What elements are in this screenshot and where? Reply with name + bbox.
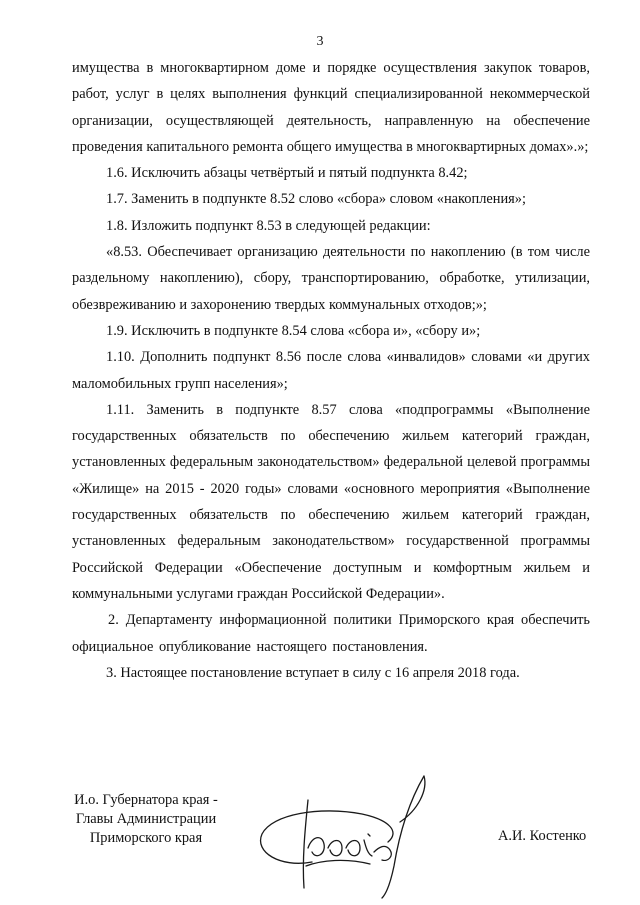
paragraph-item-1-9: 1.9. Исключить в подпункте 8.54 слова «сбора и», «сбору и»;	[106, 322, 481, 339]
paragraph-item-1-7: 1.7. Заменить в подпункте 8.52 слово «сбора» словом «накопления»;	[106, 191, 526, 208]
signatory-title-line: Главы Администрации	[75, 811, 217, 827]
signatory-title-line: Приморского края	[89, 830, 203, 846]
handwritten-signature	[250, 770, 440, 905]
paragraph-item-2: 2. Департаменту информационной политики Приморского края обеспечить официальное опубликование настоящего постановления.	[72, 612, 590, 655]
paragraph-item-1-8: 1.8. Изложить подпункт 8.53 в следующей редакции:	[106, 217, 431, 234]
signer-name: А.И. Костенко	[498, 828, 587, 844]
paragraph-item-1-11: 1.11. Заменить в подпункте 8.57 слова «подпрограммы «Выполнение государственных обязательств по обеспечению жильем категорий граждан, установленных федеральным законодательством» федеральной целевой программы «Жилище» на 2015 - 2020 годы» словами «основного мероприятия «Выполнение государственных обязательств по обеспечению жильем категорий граждан, установленных федеральным законодательством» государственной программы Российской Федерации «Обеспечение доступным и комфортным жильем и коммунальными услугами граждан Российской Федерации».	[72, 401, 590, 602]
signatory-title-line: И.о. Губернатора края -	[74, 792, 218, 808]
document-body	[72, 55, 590, 686]
paragraph-quote-8-53: «8.53. Обеспечивает организацию деятельности по накоплению (в том числе раздельному накоплению), сбору, транспортированию, обработке, утилизации, обезвреживанию и захоронению твердых коммунальных отходов;»;	[72, 244, 590, 313]
page-number: 3	[316, 34, 324, 49]
paragraph-item-1-6: 1.6. Исключить абзацы четвёртый и пятый подпункта 8.42;	[106, 165, 468, 182]
paragraph-item-3: 3. Настоящее постановление вступает в силу с 16 апреля 2018 года.	[106, 664, 520, 681]
paragraph-item-1-10: 1.10. Дополнить подпункт 8.56 после слова «инвалидов» словами «и других маломобильных групп населения»;	[72, 349, 590, 392]
signatory-title	[62, 791, 230, 848]
paragraph-continuation: имущества в многоквартирном доме и порядке осуществления закупок товаров, работ, услуг в целях выполнения функций специализированной некоммерческой организации, осуществляющей деятельность, направленную на обеспечение проведения капитального ремонта общего имущества в многоквартирных домах».»;	[72, 60, 590, 155]
